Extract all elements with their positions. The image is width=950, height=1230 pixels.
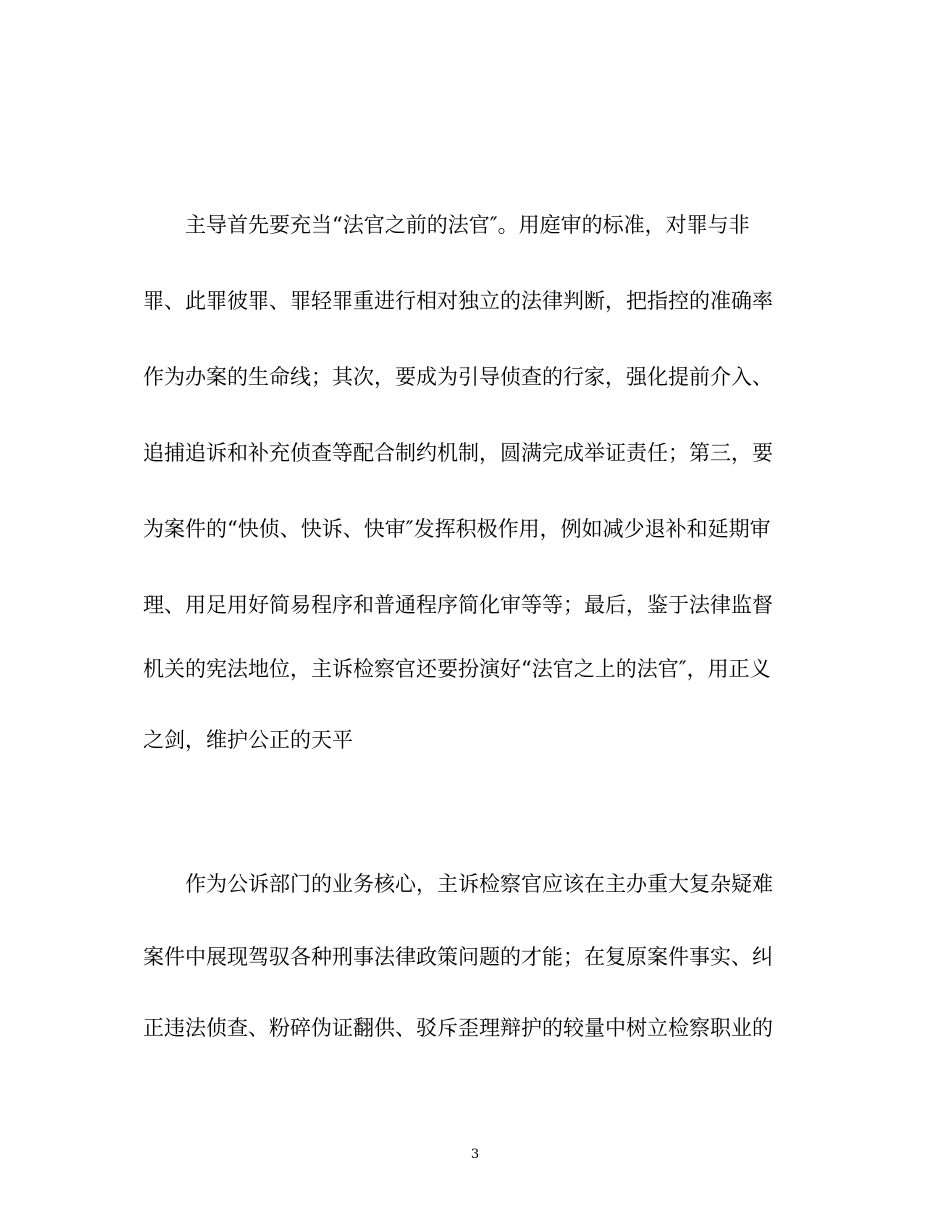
text-line: 主导首先要充当“法官之前的法官″。用庭审的标准，对罪与非	[185, 213, 750, 237]
text-line: 正违法侦查、粉碎伪证翻供、驳斥歪理辩护的较量中树立检察职业的	[143, 1016, 773, 1040]
text-line: 机关的宪法地位，主诉检察官还要扮演好“法官之上的法官″，用正义	[143, 657, 771, 681]
text-line: 为案件的“快侦、快诉、快审″发挥积极作用，例如减少退补和延期审	[143, 517, 771, 541]
text-line: 追捕追诉和补充侦查等配合制约机制，圆满完成举证责任；第三，要	[143, 441, 773, 465]
text-line: 作为办案的生命线；其次，要成为引导侦查的行家，强化提前介入、	[143, 365, 773, 389]
page-number: 3	[470, 1147, 480, 1162]
text-line: 作为公诉部门的业务核心，主诉检察官应该在主办重大复杂疑难	[185, 872, 773, 896]
text-line: 之剑，维护公正的天平	[143, 728, 353, 752]
text-line: 案件中展现驾驭各种刑事法律政策问题的才能；在复原案件事实、纠	[143, 945, 773, 969]
text-line: 罪、此罪彼罪、罪轻罪重进行相对独立的法律判断，把指控的准确率	[143, 289, 773, 313]
text-line: 理、用足用好简易程序和普通程序简化审等等；最后，鉴于法律监督	[143, 593, 773, 617]
